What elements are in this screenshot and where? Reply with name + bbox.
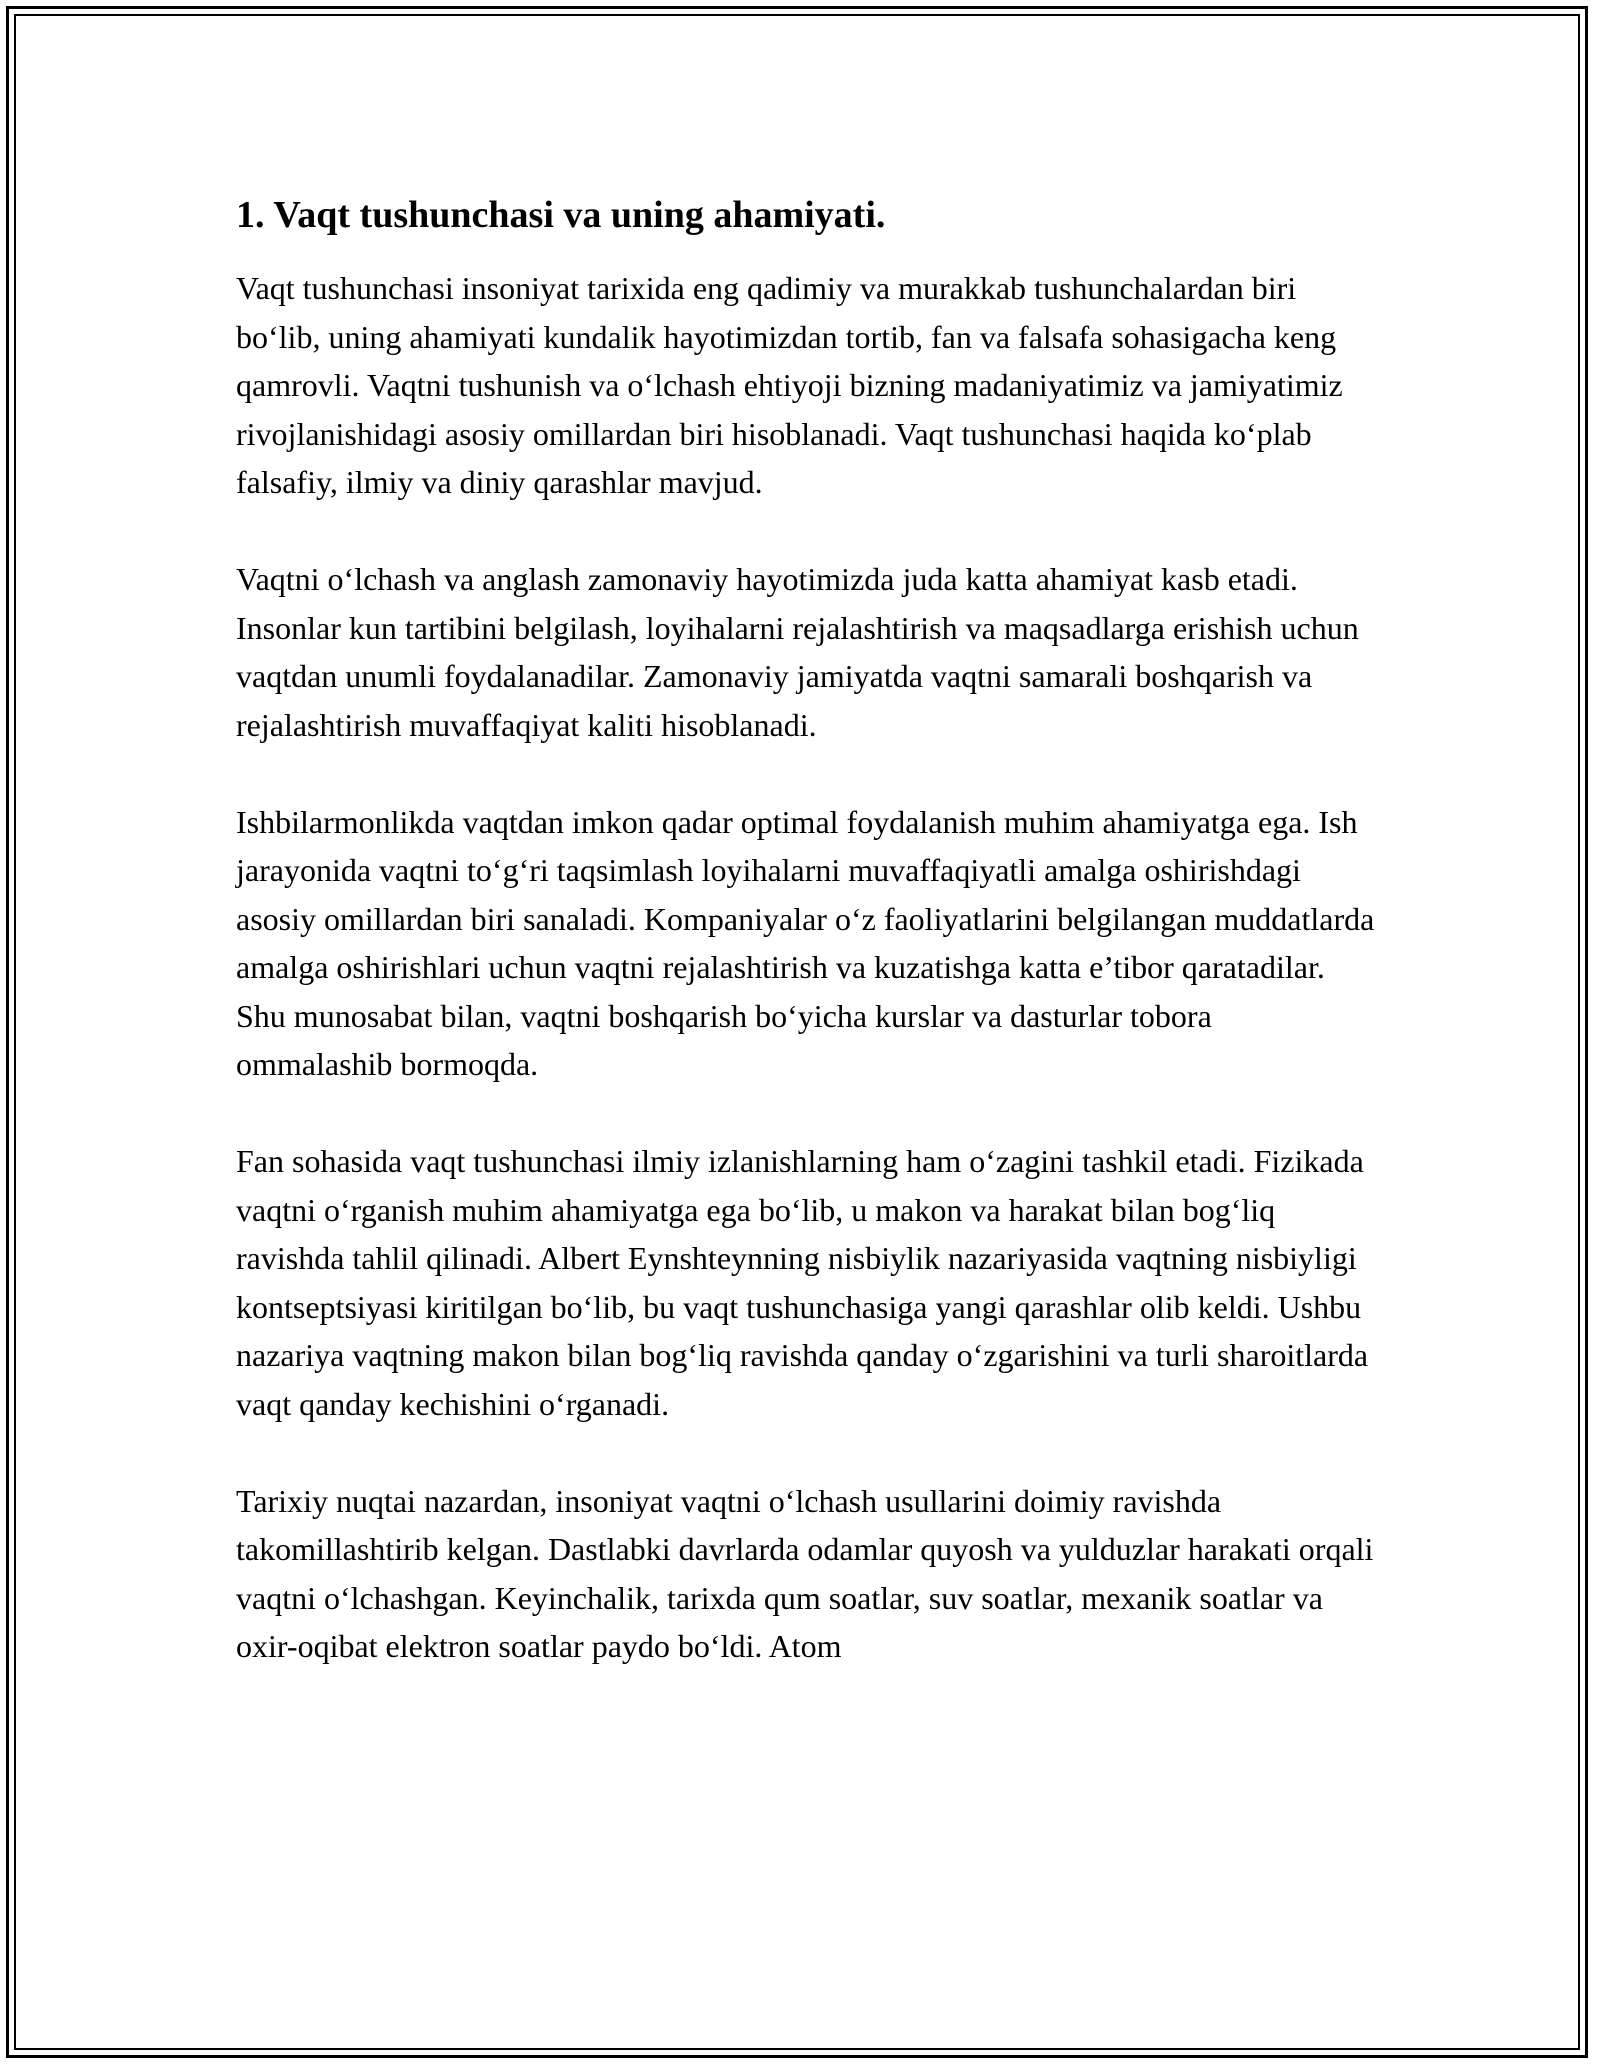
paragraph-1: Vaqt tushunchasi insoniyat tarixida eng qadimiy va murakkab tushunchalardan biri bo‘lib, uning ahamiyati kundalik hayotimizdan tortib, fan va falsafa sohasigacha keng qamrovli. Vaqtni tushunish va o‘lchash ehtiyoji bizning madaniyatimiz va jamiyatimiz rivojlanishidagi asosiy omillardan biri hisoblanadi. Vaqt tushunchasi haqida ko‘plab falsafiy, ilmiy va diniy qarashlar mavjud. xyxy=(236,270,1343,500)
paragraph-4: Fan sohasida vaqt tushunchasi ilmiy izlanishlarning ham o‘zagini tashkil etadi. Fizikada vaqtni o‘rganish muhim ahamiyatga ega bo‘lib, u makon va harakat bilan bog‘liq ravishda tahlil qilinadi. Albert Eynshteynning nisbiylik nazariyasida vaqtning nisbiyligi kontseptsiyasi kiritilgan bo‘lib, bu vaqt tushunchasiga yangi qarashlar olib keldi. Ushbu nazariya vaqtning makon bilan bog‘liq ravishda qanday o‘zgarishini va turli sharoitlarda vaqt qanday kechishini o‘rganadi. xyxy=(236,1143,1369,1422)
paragraph-5: Tarixiy nuqtai nazardan, insoniyat vaqtni o‘lchash usullarini doimiy ravishda takomillashtirib kelgan. Dastlabki davrlarda odamlar quyosh va yulduzlar harakati orqali vaqtni o‘lchashgan. Keyinchalik, tarixda qum soatlar, suv soatlar, mexanik soatlar va oxir-oqibat elektron soatlar paydo bo‘ldi. Atom xyxy=(236,1482,1374,1664)
document-body xyxy=(236,186,1376,1719)
paragraph-3: Ishbilarmonlikda vaqtdan imkon qadar optimal foydalanish muhim ahamiyatga ega. Ish jarayonida vaqtni to‘g‘ri taqsimlash loyihalarni muvaffaqiyatli amalga oshirishdagi asosiy omillardan biri sanaladi. Kompaniyalar o‘z faoliyatlarini belgilangan muddatlarda amalga oshirishlari uchun vaqtni rejalashtirish va kuzatishga katta e’tibor qaratadilar. Shu munosabat bilan, vaqtni boshqarish bo‘yicha kurslar va dasturlar tobora ommalashib bormoqda. xyxy=(236,803,1375,1082)
paragraph-2: Vaqtni o‘lchash va anglash zamonaviy hayotimizda juda katta ahamiyat kasb etadi. Insonlar kun tartibini belgilash, loyihalarni rejalashtirish va maqsadlarga erishish uchun vaqtdan unumli foydalanadilar. Zamonaviy jamiyatda vaqtni samarali boshqarish va rejalashtirish muvaffaqiyat kaliti hisoblanadi. xyxy=(236,561,1359,743)
section-heading: 1. Vaqt tushunchasi va uning ahamiyati. xyxy=(236,194,886,236)
